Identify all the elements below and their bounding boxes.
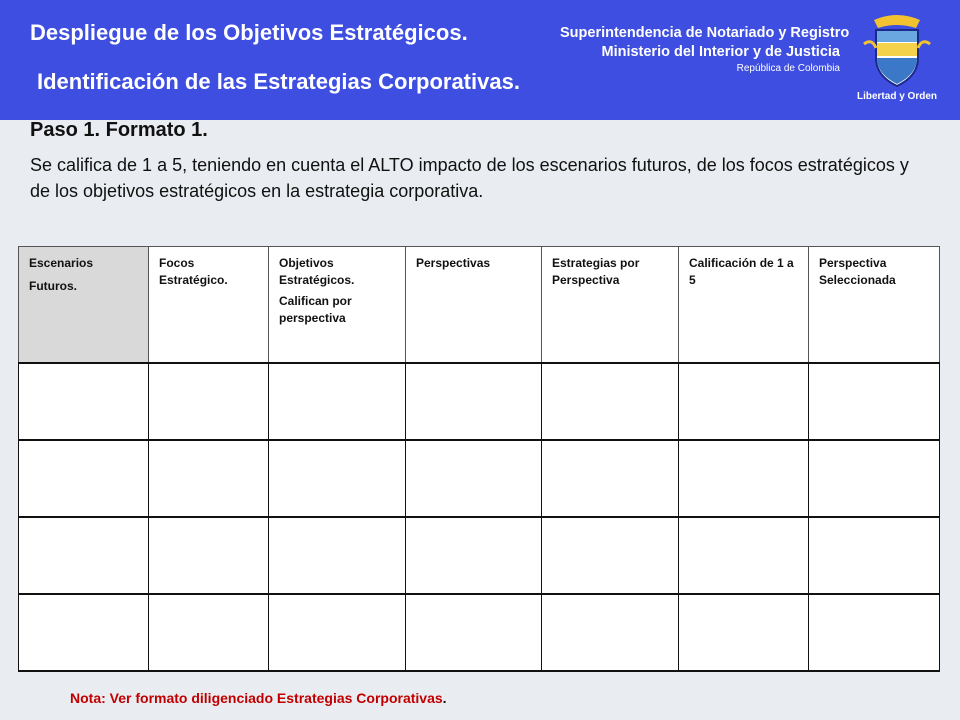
national-motto: Libertad y Orden [856,91,937,102]
column-header-perspectivas [406,247,542,363]
table-cell[interactable] [19,363,149,440]
table-cell[interactable] [149,594,269,671]
column-header-objetivos [269,247,406,363]
header-line: Estrategias por Perspectiva [552,256,640,287]
header-line: Focos Estratégico. [159,256,228,287]
table-cell[interactable] [406,594,542,671]
header-banner [0,0,960,120]
table-cell[interactable] [809,363,940,440]
table-cell[interactable] [149,440,269,517]
table-cell[interactable] [19,440,149,517]
table-cell[interactable] [542,594,679,671]
table-row [19,594,940,671]
table-cell[interactable] [542,440,679,517]
table-cell[interactable] [809,517,940,594]
slide-subtitle: Identificación de las Estrategias Corporativas. [37,69,520,94]
column-header-focos [149,247,269,363]
table-cell[interactable] [679,363,809,440]
column-header-estrategias [542,247,679,363]
header-line: Perspectivas [416,256,491,270]
header-line: Escenarios [29,256,94,270]
table-cell[interactable] [542,363,679,440]
slide-title: Despliegue de los Objetivos Estratégicos. [30,20,468,45]
table-cell[interactable] [542,517,679,594]
table-cell[interactable] [406,517,542,594]
column-header-escenarios [19,247,149,363]
table-cell[interactable] [269,363,406,440]
table-cell[interactable] [269,594,406,671]
header-line: Perspectiva Seleccionada [819,256,896,287]
step-heading: Paso 1. Formato 1. [30,119,208,141]
note-period: . [442,690,447,706]
country-name: República de Colombia [736,63,840,74]
column-header-perspectiva-seleccionada [809,247,940,363]
table-cell[interactable] [19,594,149,671]
table-body [19,363,940,671]
table-cell[interactable] [809,594,940,671]
table-cell[interactable] [406,363,542,440]
table-cell[interactable] [269,517,406,594]
header-line: Objetivos Estratégicos. [279,256,355,287]
table-cell[interactable] [679,594,809,671]
table-cell[interactable] [406,440,542,517]
note-text: Nota: Ver formato diligenciado Estrategias Corporativas [70,690,443,706]
header-line: Califican por perspectiva [279,294,352,325]
table-cell[interactable] [679,517,809,594]
table-header-row [19,247,940,363]
table-cell[interactable] [149,363,269,440]
strategy-format-table [18,246,940,672]
ministry-name: Ministerio del Interior y de Justicia [601,44,840,60]
organization-name: Superintendencia de Notariado y Registro [560,25,850,41]
table-cell[interactable] [19,517,149,594]
table-row [19,517,940,594]
table-cell[interactable] [269,440,406,517]
organization-block [560,24,850,76]
table-cell[interactable] [809,440,940,517]
column-header-calificacion [679,247,809,363]
table-cell[interactable] [149,517,269,594]
footer-note [70,690,447,706]
table-row [19,363,940,440]
coat-of-arms-icon [862,14,932,90]
header-line: Futuros. [29,279,77,293]
header-line: Calificación de 1 a 5 [689,256,794,287]
table-cell[interactable] [679,440,809,517]
instructions-text: Se califica de 1 a 5, teniendo en cuenta el ALTO impacto de los escenarios futuros, de los focos estratégicos y de los objetivos estratégicos en la estrategia corporativa. [30,155,909,201]
table-row [19,440,940,517]
